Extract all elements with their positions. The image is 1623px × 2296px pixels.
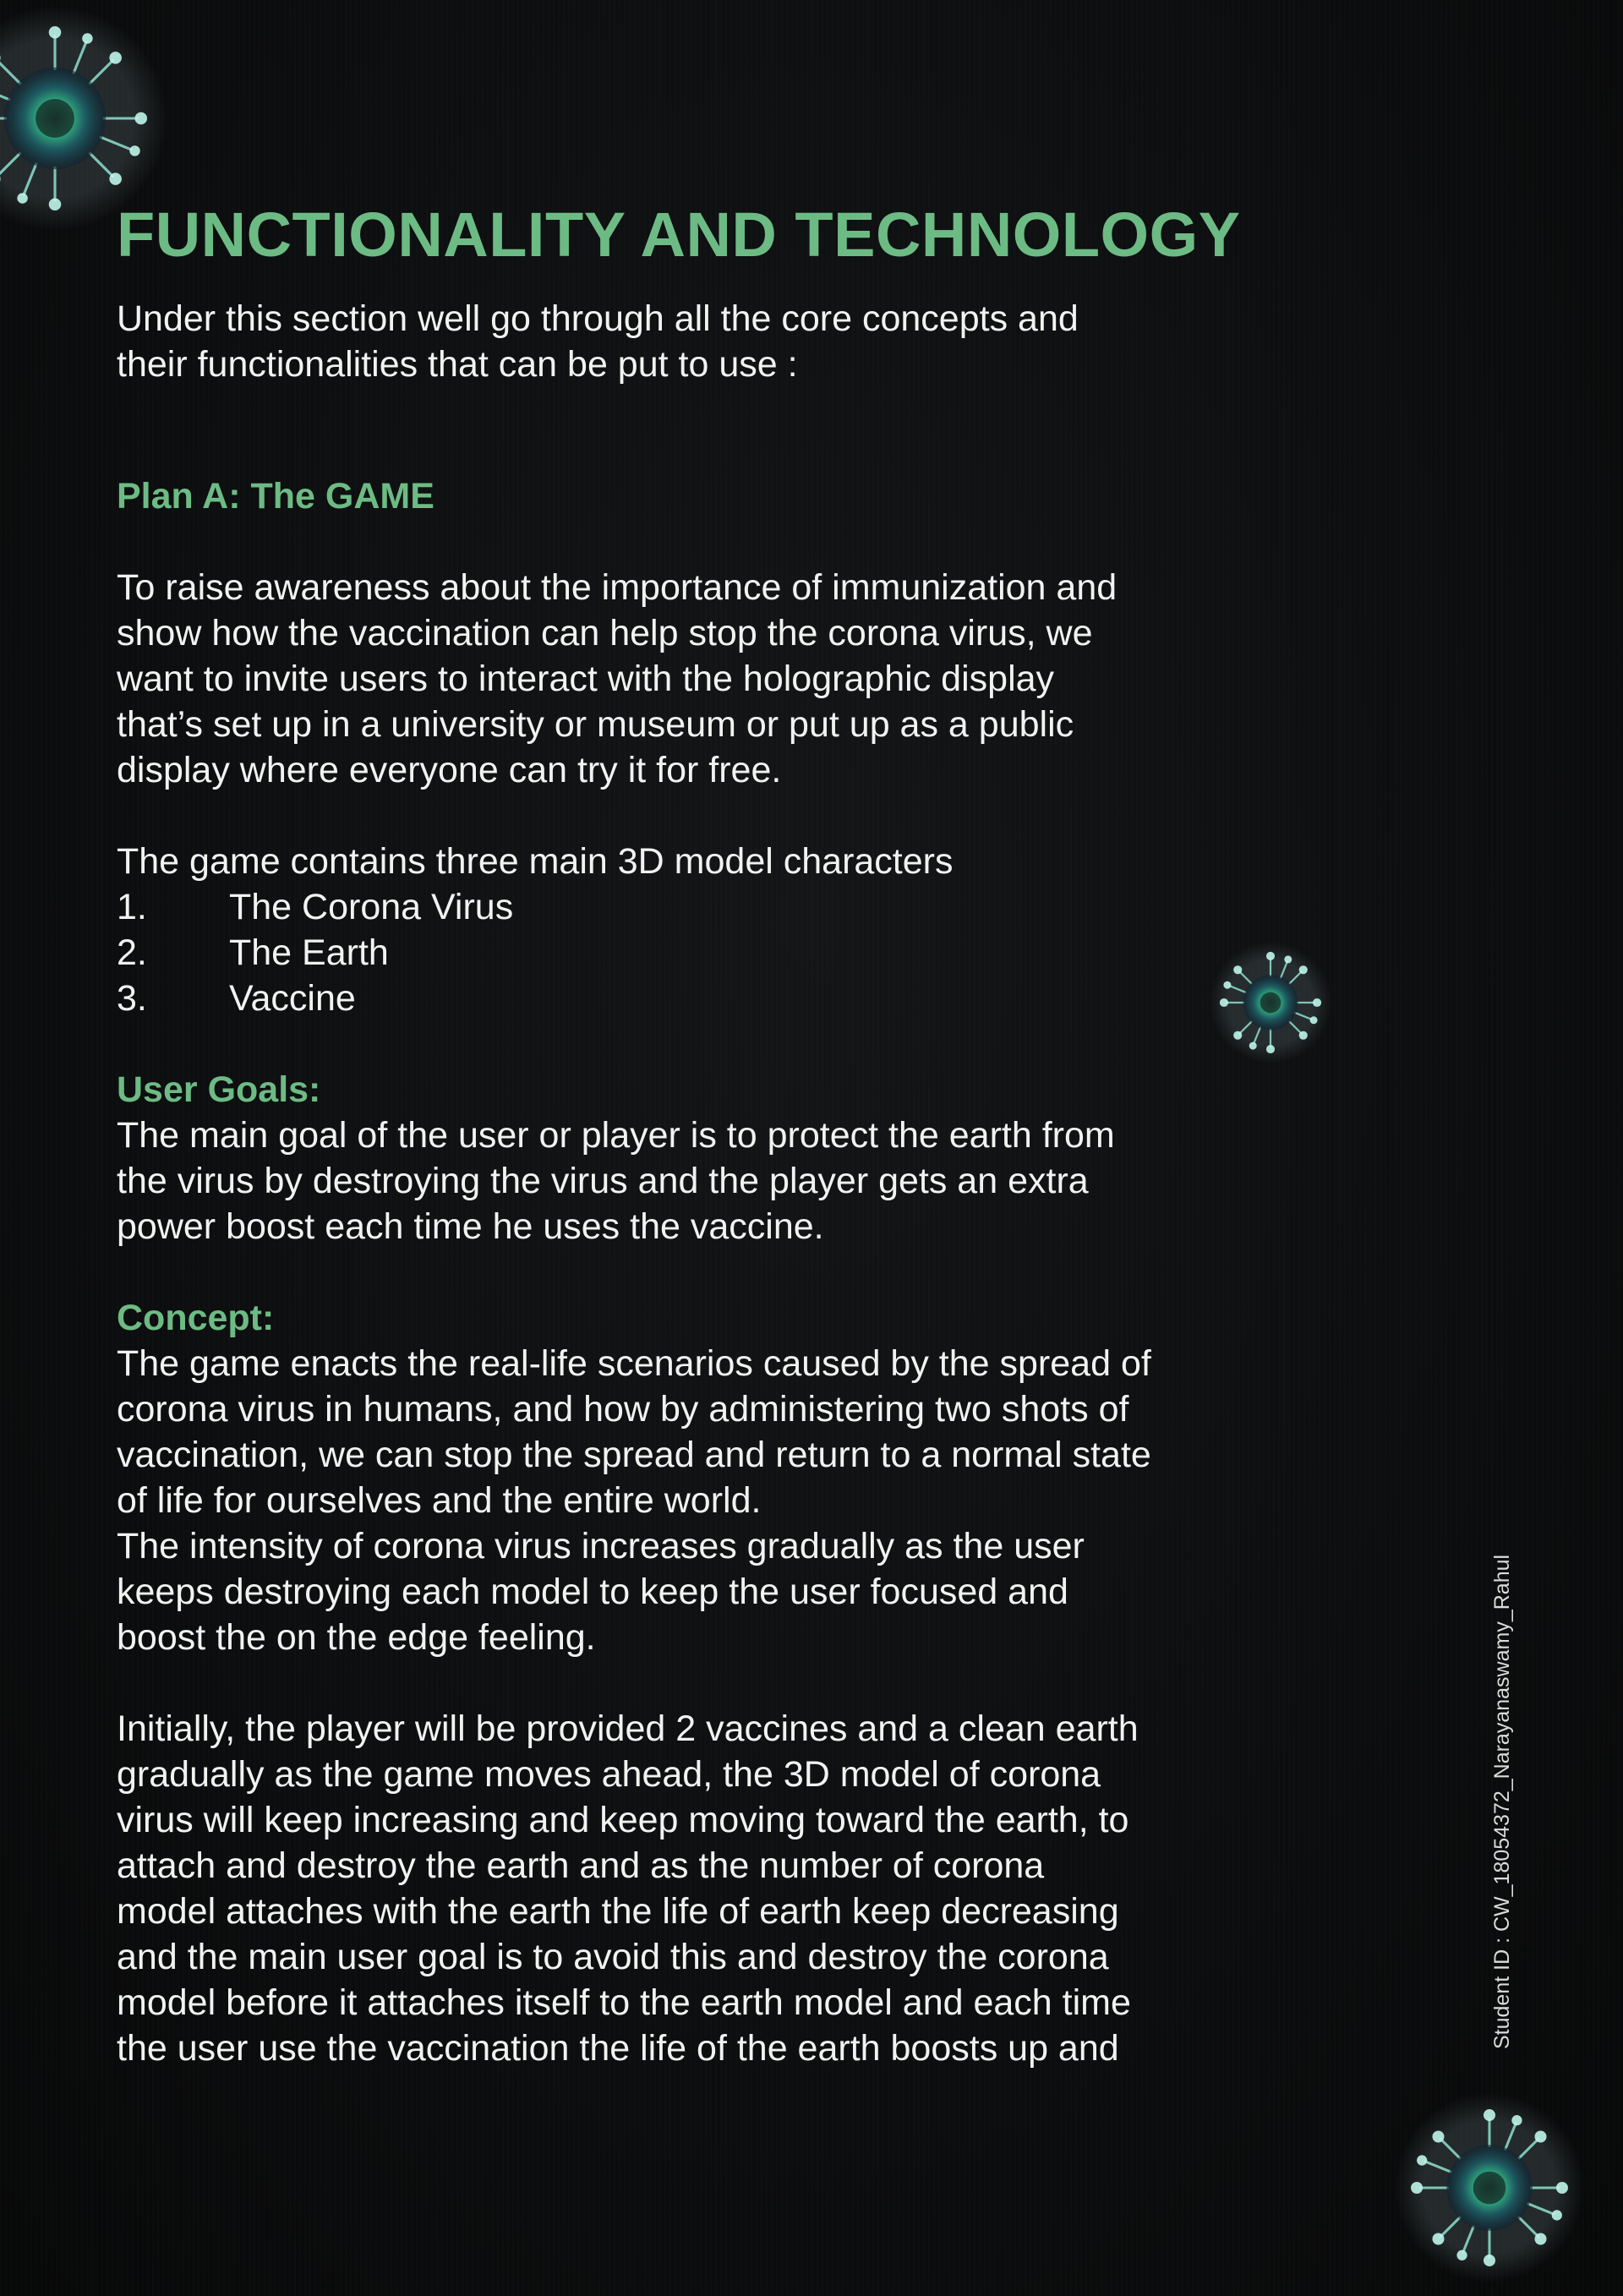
main-content <box>117 200 1385 2071</box>
characters-intro: The game contains three main 3D model characters <box>117 841 954 882</box>
list-item <box>117 884 1385 930</box>
plan-heading: Plan A: The GAME <box>117 476 434 517</box>
list-text: Vaccine <box>229 978 356 1019</box>
initially-paragraph: Initially, the player will be provided 2 vaccines and a clean earth gradually as the game moves ahead, the 3D model of corona virus will keep increasing and keep moving toward the earth, to attach and destroy the earth and as the number of corona model attaches with the earth the life of earth keep decreasing and the main user goal is to avoid this and destroy the corona model before it attaches itself to the earth model and each time the user use the vaccination the life of the earth boosts up and <box>117 1708 1139 2069</box>
characters-list <box>117 884 1385 1021</box>
list-number: 3. <box>117 978 147 1019</box>
intro-paragraph: Under this section well go through all the core concepts and their functionalities that can be put to use : <box>117 298 1079 385</box>
virus-icon-bottom-right <box>1393 2091 1586 2284</box>
list-item <box>117 976 1385 1021</box>
concept-heading: Concept: <box>117 1298 275 1338</box>
concept-paragraph: The game enacts the real-life scenarios caused by the spread of corona virus in humans, and how by administering two shots of vaccination, we can stop the spread and return to a normal state of life for ourselves and the entire world. The intensity of corona virus increases gradually as the user keeps destroying each model to keep the user focused and boost the on the edge feeling. <box>117 1343 1151 1658</box>
user-goals-paragraph: The main goal of the user or player is to protect the earth from the virus by destroying the virus and the player gets an extra power boost each time he uses the vaccine. <box>117 1115 1115 1247</box>
list-text: The Earth <box>229 932 389 973</box>
list-number: 1. <box>117 887 147 927</box>
user-goals-heading: User Goals: <box>117 1069 321 1110</box>
awareness-paragraph: To raise awareness about the importance of immunization and show how the vaccination can help stop the corona virus, we want to invite users to interact with the holographic display that’s set up in a university or museum or put up as a public display where everyone can try it for free. <box>117 567 1118 790</box>
list-item <box>117 930 1385 976</box>
page-title: FUNCTIONALITY AND TECHNOLOGY <box>117 200 1241 270</box>
list-number: 2. <box>117 932 147 973</box>
list-text: The Corona Virus <box>229 887 514 927</box>
student-id-label: Student ID : CW_18054372_Narayanaswamy_Rahul <box>1490 1554 1514 2049</box>
